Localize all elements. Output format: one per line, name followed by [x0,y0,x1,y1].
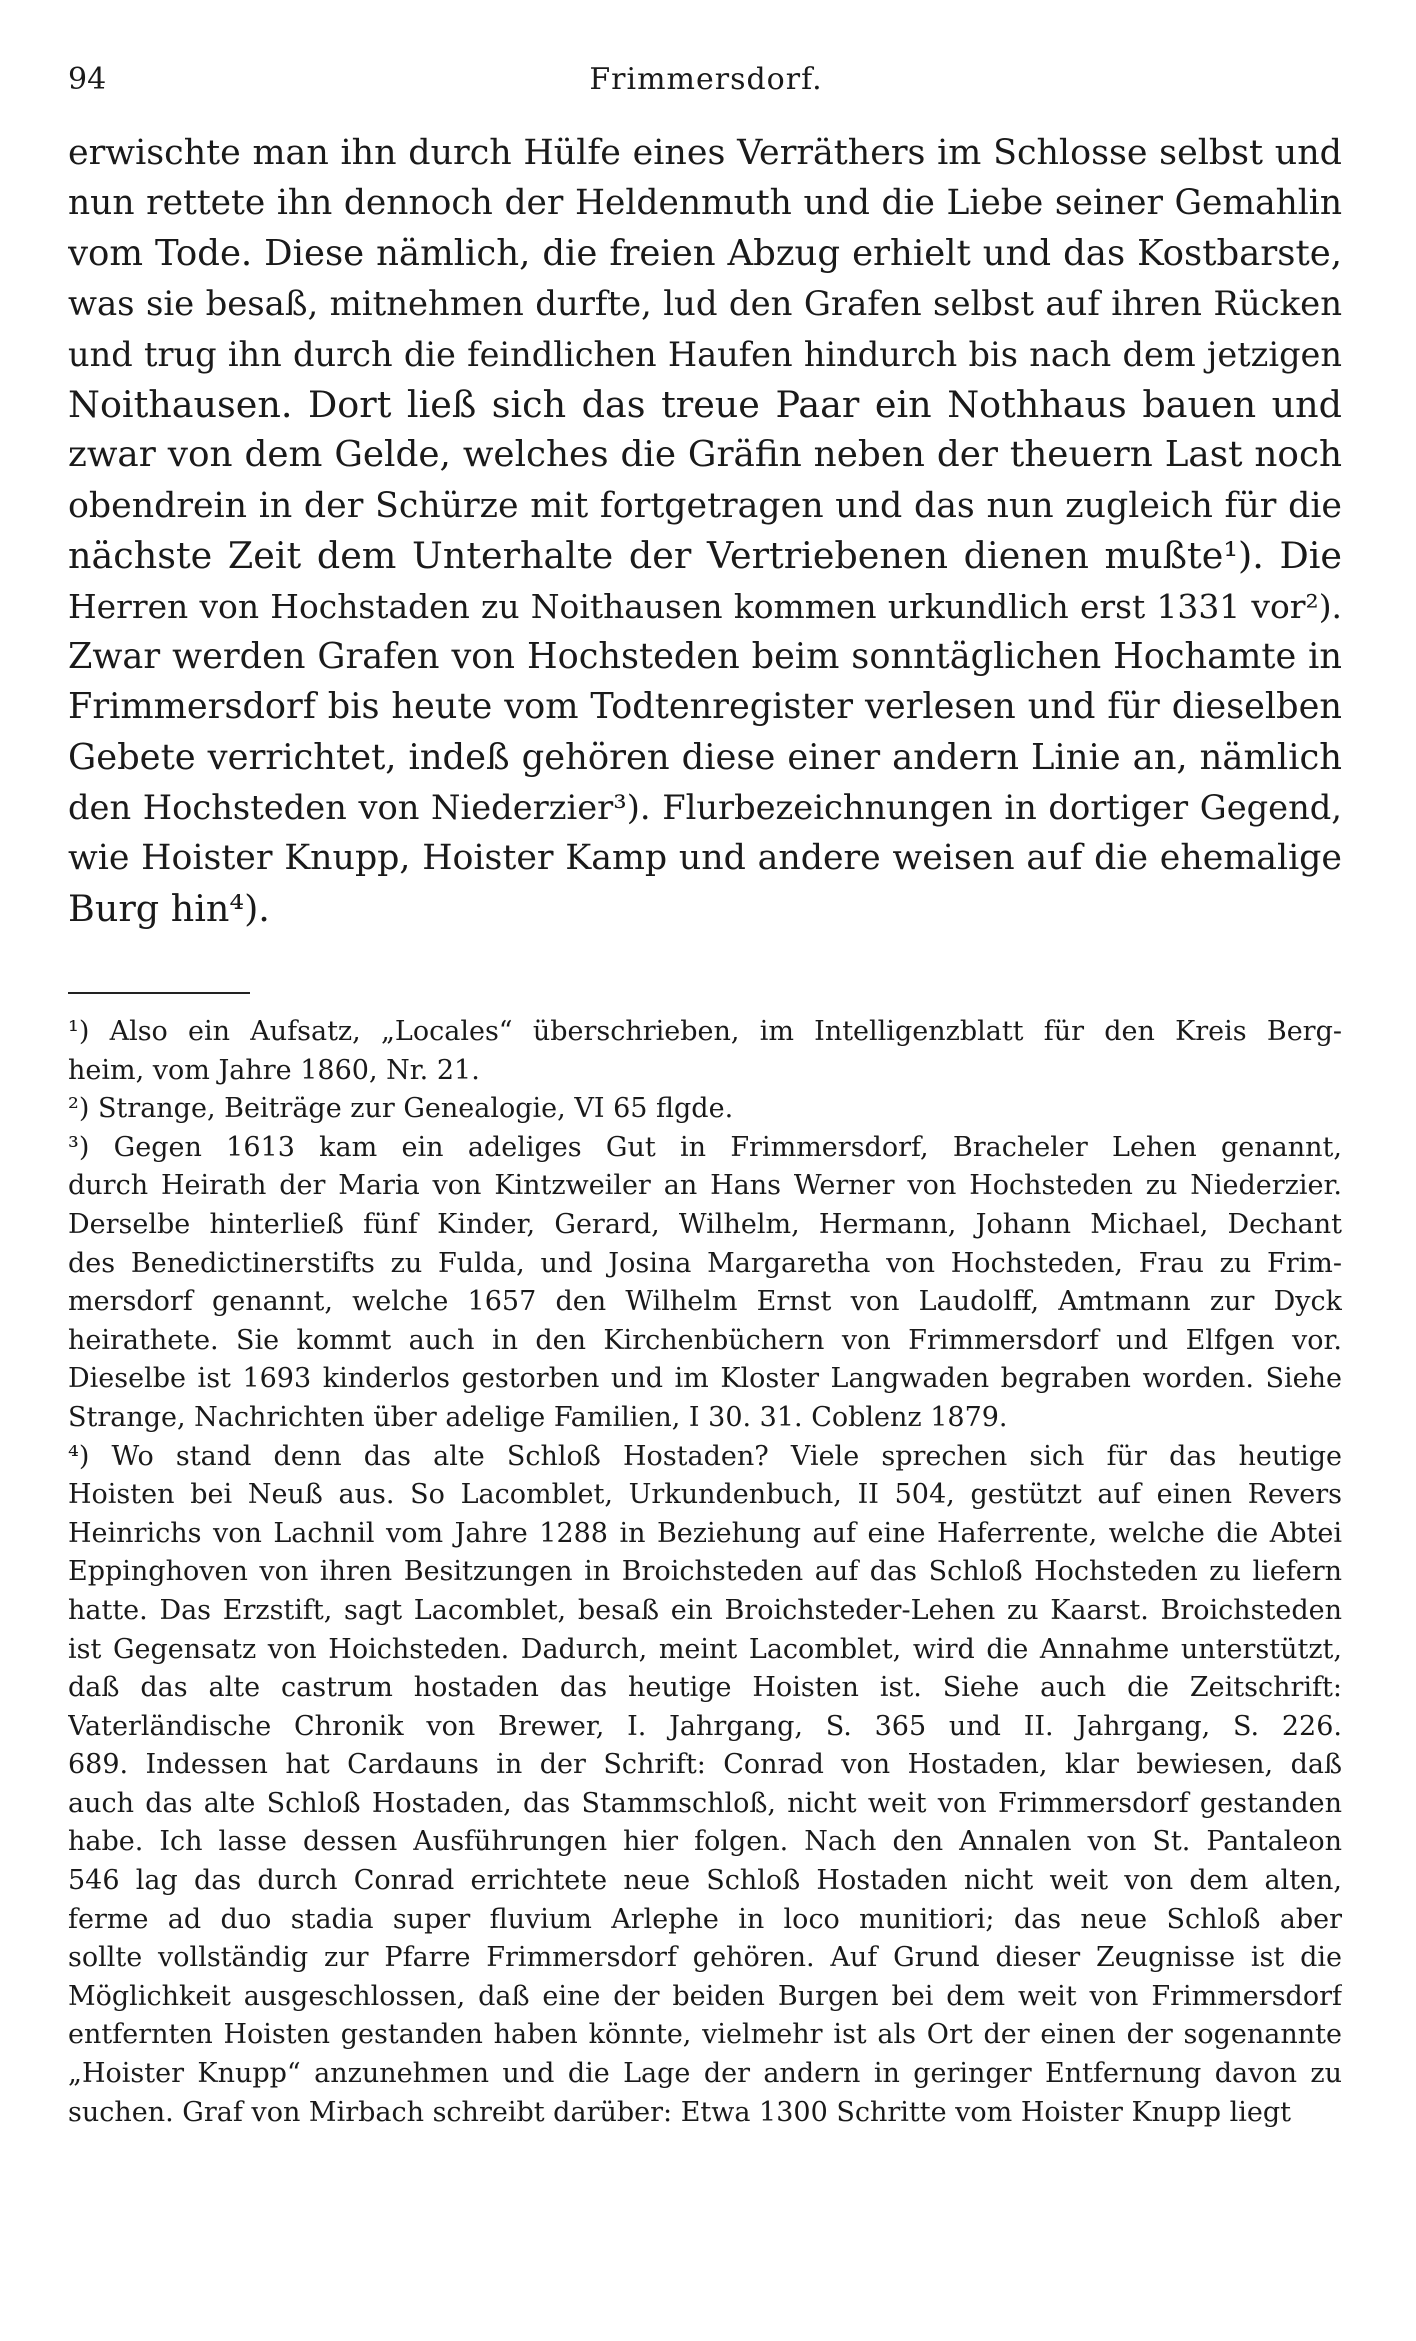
text-line: Burg hin⁴). [68,886,270,930]
footnote-line: Heinrichs von Lachnil vom Jahre 1288 in Beziehung auf eine Haferrente, welche die Abtei [68,1517,1342,1549]
footnote-line: ferme ad duo stadia super fluvium Arlephe in loco munitiori; das neue Schloß aber [68,1903,1342,1935]
text-line: vom Tode. Diese nämlich, die freien Abzug erhielt und das Kostbarste, [68,232,1342,274]
text-line: und trug ihn durch die feindlichen Haufen hindurch bis nach dem jetzigen [68,334,1342,374]
footnote-line: ist Gegensatz von Hoichsteden. Dadurch, meint Lacomblet, wird die Annahme unterstützt, [68,1633,1342,1665]
footnote-line: Derselbe hinterließ fünf Kinder, Gerard, Wilhelm, Hermann, Johann Michael, Dechant [68,1208,1342,1240]
footnote-line: Hoisten bei Neuß aus. So Lacomblet, Urkundenbuch, II 504, gestützt auf einen Revers [68,1479,1342,1511]
main-text-block [68,128,1342,934]
footnote-line: habe. Ich lasse dessen Ausführungen hier folgen. Nach den Annalen von St. Pantaleon [68,1826,1342,1858]
text-line: Herren von Hochstaden zu Noithausen kommen urkundlich erst 1331 vor²). [68,586,1342,626]
footnote-line: sollte vollständig zur Pfarre Frimmersdorf gehören. Auf Grund dieser Zeugnisse ist die [68,1942,1342,1974]
footnotes-block [68,1013,1342,2132]
text-line: nun rettete ihn dennoch der Heldenmuth und die Liebe seiner Gemahlin [68,183,1342,224]
text-line: zwar von dem Gelde, welches die Gräfin neben der theuern Last noch [68,434,1342,476]
footnote-line: Eppinghoven von ihren Besitzungen in Broichsteden auf das Schloß Hochsteden zu liefern [68,1556,1342,1588]
footnote-line: suchen. Graf von Mirbach schreibt darüber: Etwa 1300 Schritte vom Hoister Knupp liegt [68,2096,1291,2128]
footnote-line: des Benedictinerstifts zu Fulda, und Josina Margaretha von Hochsteden, Frau zu Frim- [68,1247,1342,1279]
footnote-line: Vaterländische Chronik von Brewer, I. Jahrgang, S. 365 und II. Jahrgang, S. 226. [68,1710,1342,1742]
text-line: Frimmersdorf bis heute vom Todtenregister verlesen und für dieselben [68,686,1342,728]
footnote-separator [68,992,250,994]
page-header [68,62,1344,106]
text-line: Zwar werden Grafen von Hochsteden beim sonntäglichen Hochamte in [68,635,1342,677]
text-line: wie Hoister Knupp, Hoister Kamp und andere weisen auf die ehemalige [68,838,1342,879]
text-line: erwischte man ihn durch Hülfe eines Verräthers im Schlosse selbst und [68,133,1342,173]
text-line: Gebete verrichtet, indeß gehören diese einer andern Linie an, nämlich [68,736,1342,778]
footnote-line: heirathete. Sie kommt auch in den Kirchenbüchern von Frimmersdorf und Elfgen vor. [68,1324,1342,1356]
footnote-line: hatte. Das Erzstift, sagt Lacomblet, besaß ein Broichsteder-Lehen zu Kaarst. Broichsteden [68,1594,1342,1626]
footnote-line: auch das alte Schloß Hostaden, das Stammschloß, nicht weit von Frimmersdorf gestanden [68,1787,1342,1819]
footnote-line: durch Heirath der Maria von Kintzweiler an Hans Werner von Hochsteden zu Niederzier. [68,1170,1342,1202]
text-line: den Hochsteden von Niederzier³). Flurbezeichnungen in dortiger Gegend, [68,788,1342,828]
text-line: nächste Zeit dem Unterhalte der Vertriebenen dienen mußte¹). Die [68,534,1342,578]
footnote-line: ³) Gegen 1613 kam ein adeliges Gut in Frimmersdorf, Bracheler Lehen genannt, [68,1131,1342,1163]
footnote-line: „Hoister Knupp“ anzunehmen und die Lage der andern in geringer Entfernung davon zu [68,2058,1342,2090]
footnote-line: heim, vom Jahre 1860, Nr. 21. [68,1054,480,1086]
footnote-line: 546 lag das durch Conrad errichtete neue Schloß Hostaden nicht weit von dem alten, [68,1865,1342,1897]
footnote-line: mersdorf genannt, welche 1657 den Wilhelm Ernst von Laudolff, Amtmann zur Dyck [68,1286,1342,1318]
text-line: was sie besaß, mitnehmen durfte, lud den Grafen selbst auf ihren Rücken [68,284,1342,324]
footnote-line: entfernten Hoisten gestanden haben könnte, vielmehr ist als Ort der einen der sogenannte [68,2019,1342,2051]
text-line: Noithausen. Dort ließ sich das treue Paar ein Nothhaus bauen und [68,382,1342,426]
footnote-line: daß das alte castrum hostaden das heutige Hoisten ist. Siehe auch die Zeitschrift: [68,1672,1342,1704]
text-line: obendrein in der Schürze mit fortgetragen und das nun zugleich für die [68,485,1342,526]
page-number: 94 [68,62,107,97]
footnote-line: Strange, Nachrichten über adelige Familien, I 30. 31. Coblenz 1879. [68,1401,1008,1433]
footnote-line: ¹) Also ein Aufsatz, „Locales“ überschrieben, im Intelligenzblatt für den Kreis Berg- [68,1016,1342,1047]
footnote-line: Möglichkeit ausgeschlossen, daß eine der beiden Burgen bei dem weit von Frimmersdorf [68,1980,1342,2012]
footnote-line: Dieselbe ist 1693 kinderlos gestorben und im Kloster Langwaden begraben worden. Siehe [68,1363,1342,1395]
footnote-line: ⁴) Wo stand denn das alte Schloß Hostaden? Viele sprechen sich für das heutige [68,1440,1342,1472]
footnote-line: ²) Strange, Beiträge zur Genealogie, VI 65 flgde. [68,1093,734,1125]
running-title: Frimmersdorf. [589,62,823,97]
footnote-line: 689. Indessen hat Cardauns in der Schrift: Conrad von Hostaden, klar bewiesen, daß [68,1749,1342,1781]
